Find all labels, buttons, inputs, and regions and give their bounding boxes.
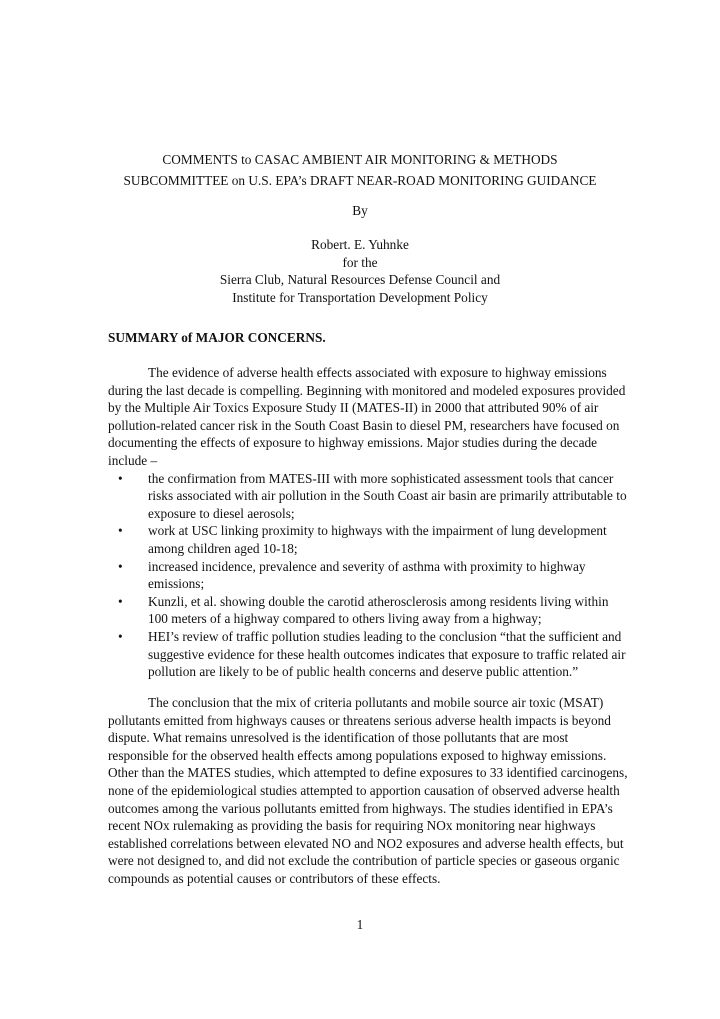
bullet-icon: • [118,558,123,574]
title-line-2: SUBCOMMITTEE on U.S. EPA’s DRAFT NEAR-ROAD MONITORING GUIDANCE [123,172,597,188]
list-item [108,593,628,628]
title-line-1: COMMENTS to CASAC AMBIENT AIR MONITORING & METHODS [162,152,558,167]
bullet-icon: • [118,470,123,486]
list-item-text: work at USC linking proximity to highways with the impairment of lung development among children aged 10-18; [148,523,607,556]
list-item [108,522,628,557]
by-line: By [352,203,368,218]
page-number: 1 [356,917,364,932]
author-name: Robert. E. Yuhnke [311,237,409,252]
list-item [108,558,628,593]
document-title [80,150,640,191]
list-item-text: the confirmation from MATES-III with more sophisticated assessment tools that cancer risks associated with air pollution in the South Coast air basin are primarily attributable to exposure to diesel aerosols; [148,470,627,521]
bullet-icon: • [118,628,123,644]
author-block [0,236,720,306]
bullet-icon: • [118,523,123,539]
for-the-line: for the [342,254,378,270]
list-item [108,470,628,523]
organization-line-2: Institute for Transportation Development Policy [232,289,488,305]
section-heading: SUMMARY of MAJOR CONCERNS. [108,330,326,345]
conclusion-section [108,694,628,888]
list-item-text: increased incidence, prevalence and severity of asthma with proximity to highway emissions; [148,558,586,592]
paragraph-2: The conclusion that the mix of criteria pollutants and mobile source air toxic (MSAT) pollutants emitted from highways causes or threatens serious adverse health impacts is beyond dispute. What remains unresolved is the identification of those pollutants that are most responsible for the observed health effects among populations exposed to highway emissions. Other than the MATES studies, which attempted to define exposures to 33 identified carcinogens, none of the epidemiological studies attempted to apportion causation of observed adverse health outcomes among the various pollutants emitted from highways. The studies identified in EPA’s recent NOx rulemaking as providing the basis for requiring NOx monitoring near highways established correlations between elevated NO and NO2 exposures and adverse health effects, but were not designed to, and did not exclude the contribution of particle species or gaseous organic compounds as potential causes or contributors of these effects. [108,695,628,886]
list-item-text: Kunzli, et al. showing double the carotid atherosclerosis among residents living within 100 meters of a highway compared to others living away from a highway; [148,593,609,627]
bullet-icon: • [118,593,123,609]
concerns-list [108,470,628,681]
summary-section [108,364,628,681]
paragraph-1: The evidence of adverse health effects associated with exposure to highway emissions during the last decade is compelling. Beginning with monitored and modeled exposures provided by the Multiple Air Toxics Exposure Study II (MATES-II) in 2000 that attributed 90% of air pollution-related cancer risk in the South Coast Basin to diesel PM, researchers have focused on documenting the effects of exposure to highway emissions. Major studies during the decade include – [108,365,626,468]
list-item [108,628,628,681]
list-item-text: HEI’s review of traffic pollution studies leading to the conclusion “that the sufficient and suggestive evidence for these health outcomes indicates that exposure to traffic related air pollution are likely to be of public health concerns and deserve public attention.” [148,628,626,680]
organization-line-1: Sierra Club, Natural Resources Defense Council and [219,272,501,288]
